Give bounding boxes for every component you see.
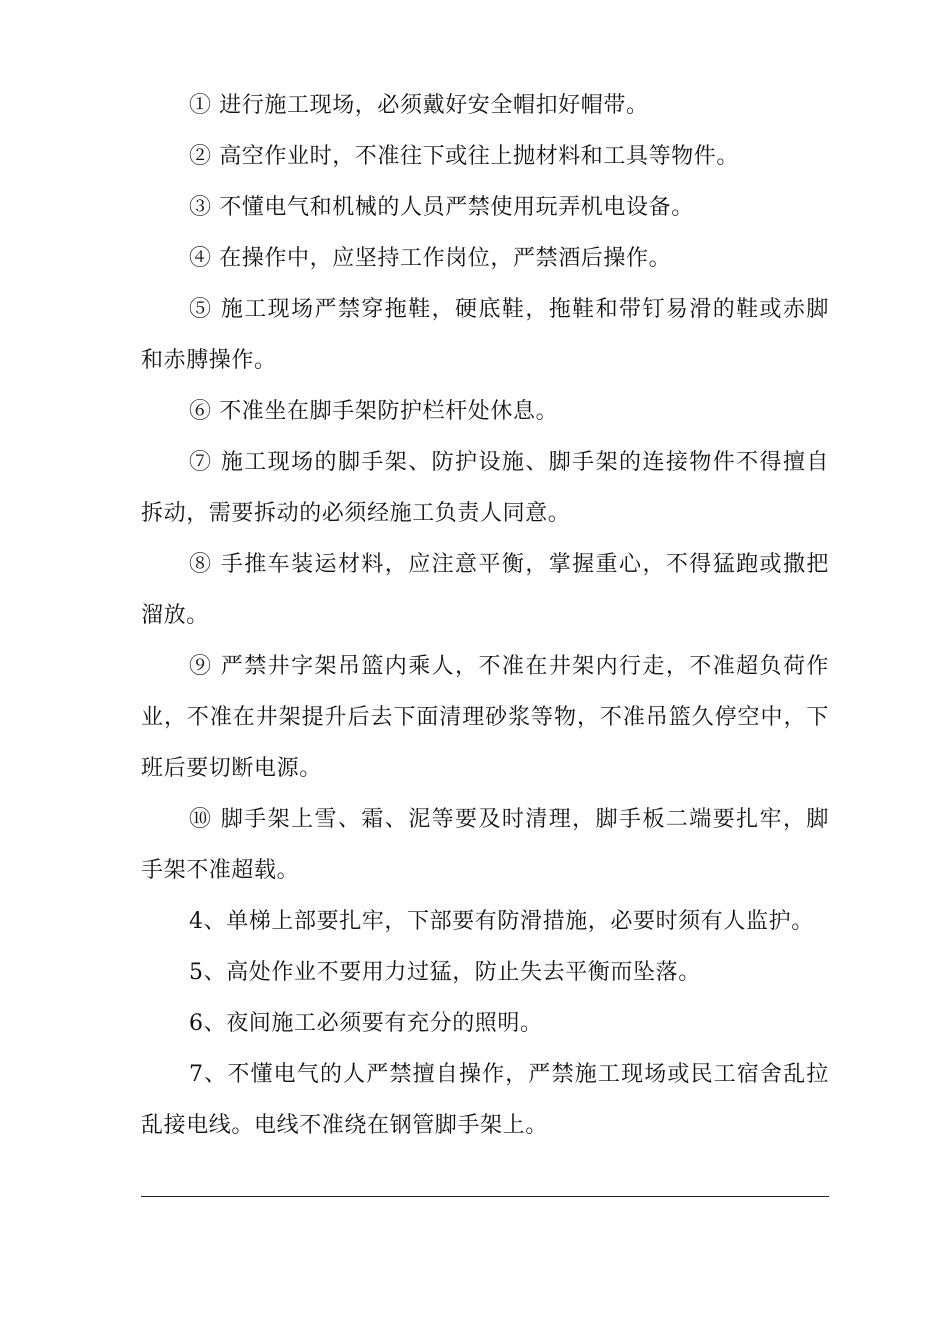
footer-divider xyxy=(141,1196,829,1197)
paragraph-item-9: ⑨ 严禁井字架吊篮内乘人，不准在井架内行走，不准超负荷作业，不准在井架提升后去下面清理砂浆等物，不准吊篮久停空中，下班后要切断电源。 xyxy=(141,654,829,781)
paragraph-item-2: ② 高空作业时，不准往下或往上抛材料和工具等物件。 xyxy=(189,144,739,169)
paragraph-item-10: ⑩ 脚手架上雪、霜、泥等要及时清理，脚手板二端要扎牢，脚手架不准超载。 xyxy=(141,807,829,883)
paragraph-item-6: ⑥ 不准坐在脚手架防护栏杆处休息。 xyxy=(189,399,559,424)
paragraph-item-5: ⑤ 施工现场严禁穿拖鞋，硬底鞋，拖鞋和带钉易滑的鞋或赤脚和赤膊操作。 xyxy=(141,297,829,373)
document-body xyxy=(141,80,829,1151)
paragraph-item-3: ③ 不懂电气和机械的人员严禁使用玩弄机电设备。 xyxy=(189,195,694,220)
paragraph-item-8: ⑧ 手推车装运材料，应注意平衡，掌握重心，不得猛跑或撒把溜放。 xyxy=(141,552,829,628)
paragraph-rule-6: 6、夜间施工必须要有充分的照明。 xyxy=(189,1011,543,1036)
paragraph-item-7: ⑦ 施工现场的脚手架、防护设施、脚手架的连接物件不得擅自拆动，需要拆动的必须经施工负责人同意。 xyxy=(141,450,829,526)
paragraph-item-1: ① 进行施工现场，必须戴好安全帽扣好帽带。 xyxy=(189,93,649,118)
paragraph-rule-5: 5、高处作业不要用力过猛，防止失去平衡而坠落。 xyxy=(189,960,701,985)
paragraph-item-4: ④ 在操作中，应坚持工作岗位，严禁酒后操作。 xyxy=(189,246,672,271)
paragraph-rule-4: 4、单梯上部要扎牢，下部要有防滑措施，必要时须有人监护。 xyxy=(189,909,814,934)
paragraph-rule-7: 7、不懂电气的人严禁擅自操作，严禁施工现场或民工宿舍乱拉乱接电线。电线不准绕在钢管脚手架上。 xyxy=(141,1062,829,1138)
